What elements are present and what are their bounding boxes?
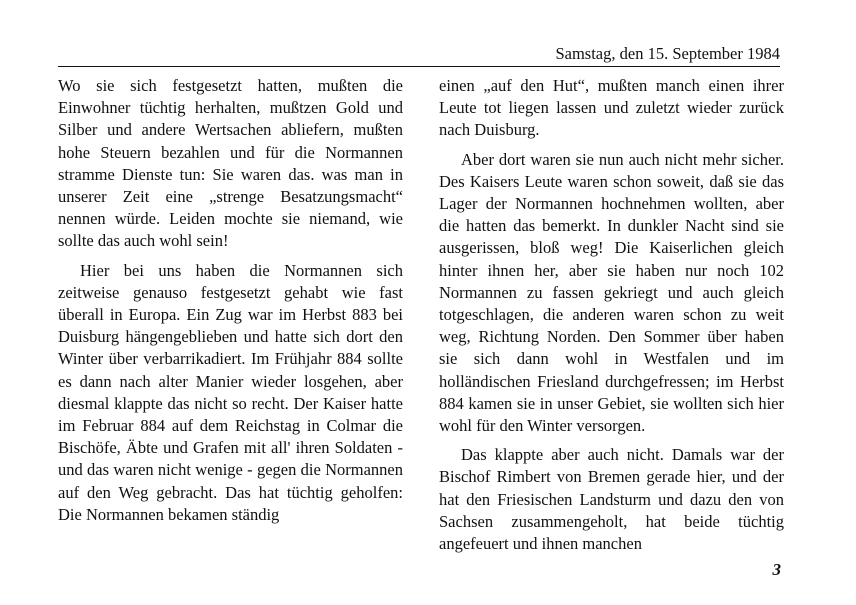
paragraph: Wo sie sich festgesetzt hatten, mußten die Einwohner tüchtig herhalten, mußtzen Gold und Silber und andere Wertsachen abliefern, mußten hohe Steuern bezahlen und für die Normannen stramme Dienste tun: Sie waren das. was man in unserer Zeit eine „strenge Besatzungsmacht“ nennen würde. Leiden mochte sie niemand, wie sollte das auch wohl sein! — [58, 76, 403, 251]
paragraph: Das klappte aber auch nicht. Damals war der Bischof Rimbert von Bremen gerade hier, und der hat den Friesischen Landsturm und dazu den von Sachsen zusammengeholt, hat beide tüchtig angefeuert und ihnen manchen — [439, 445, 784, 554]
header-date: Samstag, den 15. September 1984 — [555, 44, 780, 63]
left-column — [58, 75, 403, 526]
right-column — [439, 75, 784, 555]
paragraph: Aber dort waren sie nun auch nicht mehr sicher. Des Kaisers Leute waren schon soweit, daß sie das Lager der Normannen hochnehmen wollten, aber die hatten das bemerkt. In dunkler Nacht sind sie ausgerissen, bloß weg! Die Kaiserlichen gleich hinter ihnen her, aber sie haben nur noch 102 Normannen zu fassen gekriegt und auch gleich totgeschlagen, die anderen waren schon zu weit weg, Richtung Norden. Den Sommer über haben sie sich dann wohl in Westfalen und im holländischen Friesland durchgefressen; im Herbst 884 kamen sie in unser Gebiet, sie wollten sich hier wohl für den Winter versorgen. — [439, 149, 784, 436]
header-rule — [58, 66, 780, 67]
paragraph: Hier bei uns haben die Normannen sich zeitweise genauso festgesetzt gehabt wie fast überall in Europa. Ein Zug war im Herbst 883 bei Duisburg hängengeblieben und hatte sich dort den Winter über verbarrikadiert. Im Frühjahr 884 sollte es dann nach alter Manier wieder losgehen, aber diesmal klappte das nicht so recht. Der Kaiser hatte im Februar 884 auf dem Reichstag in Colmar die Bischöfe, Äbte und Grafen mit all' ihren Soldaten - und das waren nicht wenige - gegen die Normannen auf den Weg gebracht. Das hat tüchtig geholfen: Die Normannen bekamen ständig — [58, 260, 403, 524]
paragraph: einen „auf den Hut“, mußten manch einen ihrer Leute tot liegen lassen und zuletzt wieder zurück nach Duisburg. — [439, 76, 784, 140]
page-number: 3 — [772, 560, 781, 579]
